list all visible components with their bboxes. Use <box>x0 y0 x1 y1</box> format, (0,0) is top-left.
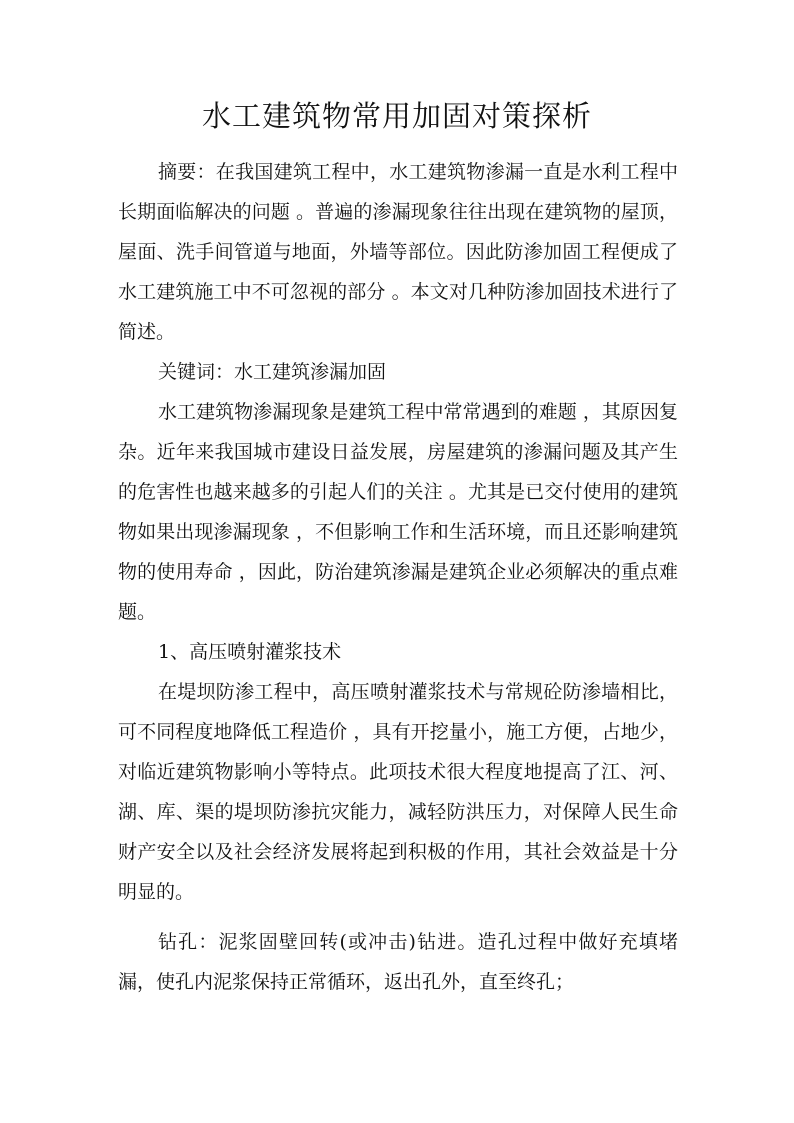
paragraph-spacer <box>118 912 678 922</box>
abstract-paragraph: 摘要：在我国建筑工程中，水工建筑物渗漏一直是水利工程中长期面临解决的问题 。普遍的渗漏现象往往出现在建筑物的屋顶，屋面、洗手间管道与地面，外墙等部位。因此防渗加固工程便成了水工建筑施工中不可忽视的部分 。本文对几种防渗加固技术进行了简述。 <box>118 161 678 343</box>
document-title: 水工建筑物常用加固对策探析 <box>201 99 592 133</box>
drilling-paragraph: 钻孔：泥浆固壁回转(或冲击)钻进。造孔过程中做好充填堵漏，使孔内泥浆保持正常循环，返出孔外，直至终孔； <box>118 931 678 993</box>
keywords-paragraph: 关键词：水工建筑渗漏加固 <box>158 361 387 383</box>
section-heading: 1、高压喷射灌浆技术 <box>158 641 342 663</box>
intro-paragraph: 水工建筑物渗漏现象是建筑工程中常常遇到的难题 ，其原因复杂。近年来我国城市建设日益发展，房屋建筑的渗漏问题及其产生的危害性也越来越多的引起人们的关注 。尤其是已交付使用的建筑物如果出现渗漏现象 ，不但影响工作和生活环境，而且还影响建筑物的使用寿命 ，因此，防治建筑渗漏是建筑企业必须解决的重点难题。 <box>118 401 678 623</box>
section-body-paragraph: 在堤坝防渗工程中，高压喷射灌浆技术与常规砼防渗墙相比，可不同程度地降低工程造价 ，具有开挖量小，施工方便，占地少，对临近建筑物影响小等特点。此项技术很大程度地提高了江、河、湖、库、渠的堤坝防渗抗灾能力，减轻防洪压力，对保障人民生命财产安全以及社会经济发展将起到积极的作用，其社会效益是十分明显的。 <box>118 681 678 903</box>
document-body <box>118 152 678 1002</box>
